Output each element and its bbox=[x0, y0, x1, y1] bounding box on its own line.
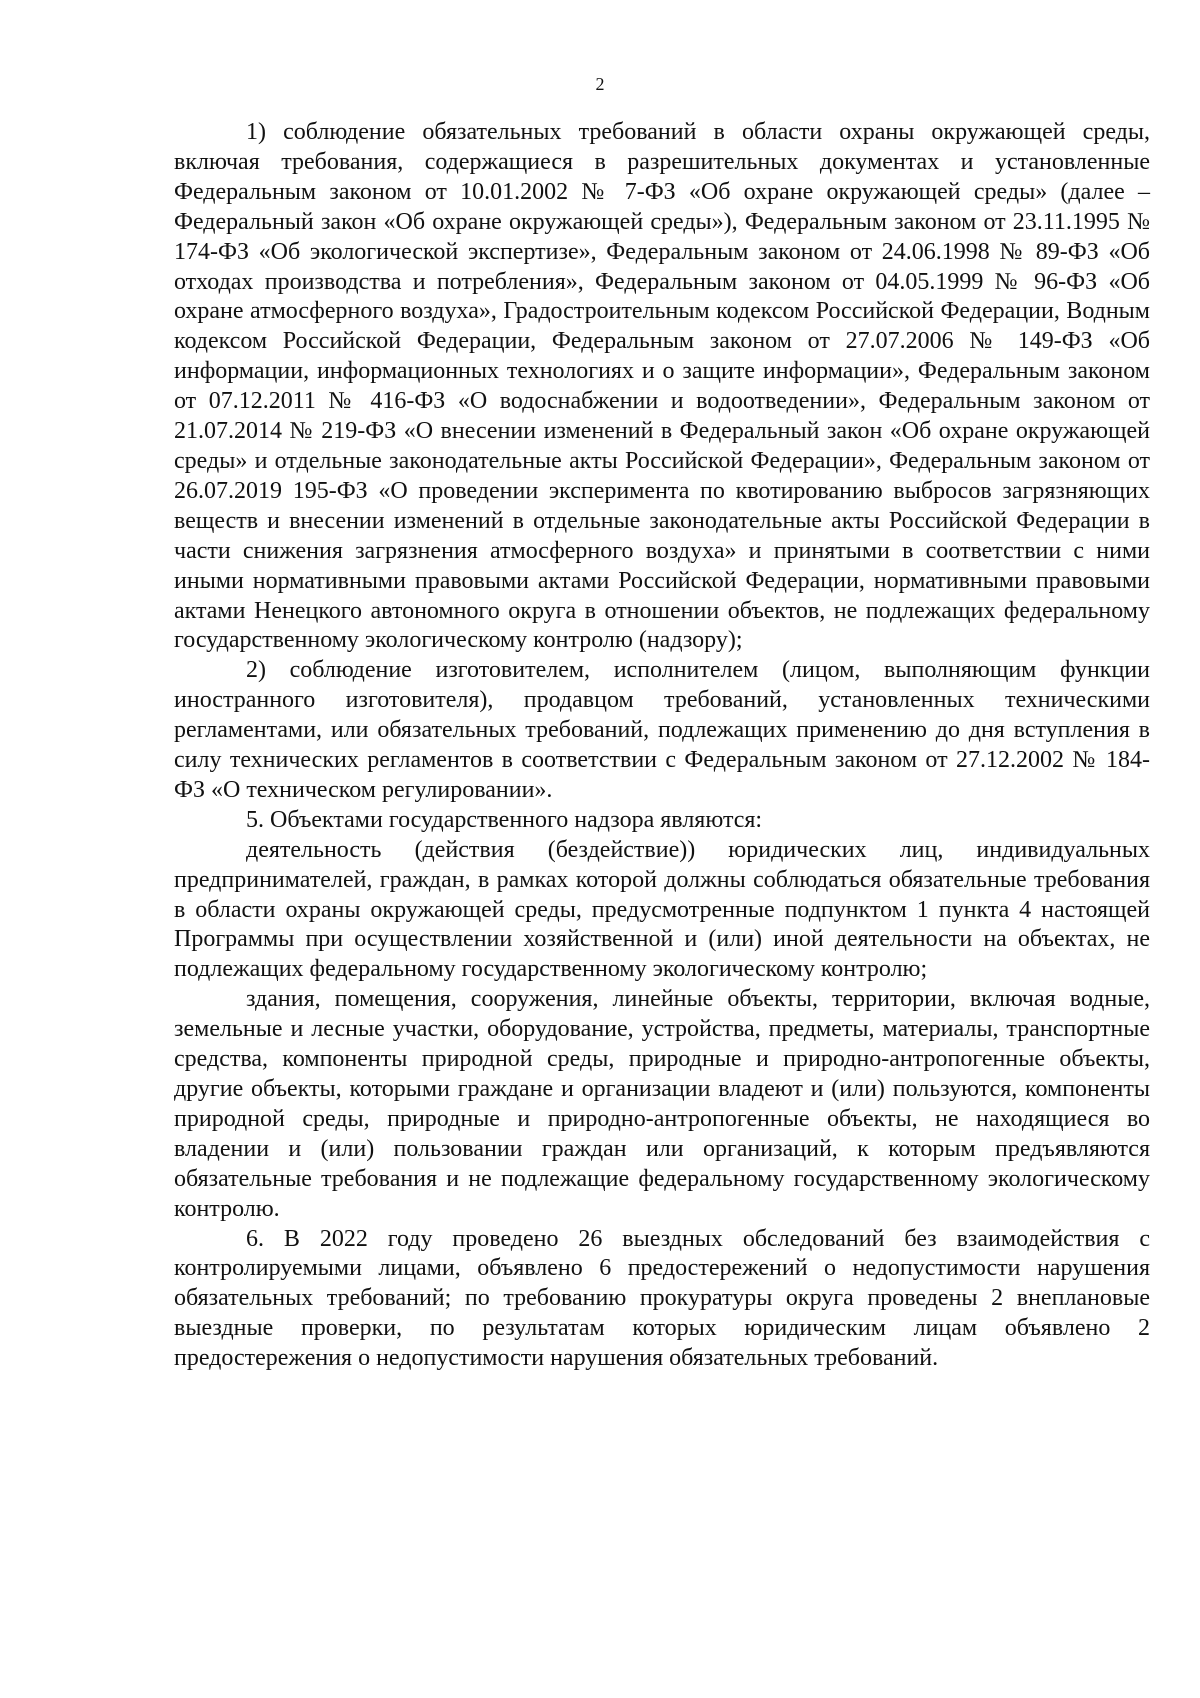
paragraph-item-2-technical-regulations: 2) соблюдение изготовителем, исполнителем (лицом, выполняющим функции иностранного изготовителя), продавцом требований, установленных техническими регламентами, или обязательных требований, подлежащих применению до дня вступления в силу технических регламентов в соответствии с Федеральным законом от 27.12.2002 № 184-ФЗ «О техническом регулировании». bbox=[174, 657, 1150, 803]
paragraph-activity-objects: деятельность (действия (бездействие)) юридических лиц, индивидуальных предпринимателей, граждан, в рамках которой должны соблюдаться обязательные требования в области охраны окружающей среды, предусмотренные подпунктом 1 пункта 4 настоящей Программы при осуществлении хозяйственной и (или) иной деятельности на объектах, не подлежащих федеральному государственному экологическому контролю; bbox=[174, 836, 1150, 983]
page-number: 2 bbox=[595, 74, 605, 94]
paragraph-section-5-heading: 5. Объектами государственного надзора являются: bbox=[246, 806, 763, 833]
document-body bbox=[174, 118, 1150, 1374]
paragraph-item-1-environmental-requirements: 1) соблюдение обязательных требований в области охраны окружающей среды, включая требования, содержащиеся в разрешительных документах и установленные Федеральным законом от 10.01.2002 № 7-ФЗ «Об охране окружающей среды» (далее – Федеральный закон «Об охране окружающей среды»), Федеральным законом от 23.11.1995 № 174-ФЗ «Об экологической экспертизе», Федеральным законом от 24.06.1998 № 89-ФЗ «Об отходах производства и потребления», Федеральным законом от 04.05.1999 № 96-ФЗ «Об охране атмосферного воздуха», Градостроительным кодексом Российской Федерации, Водным кодексом Российской Федерации, Федеральным законом от 27.07.2006 № 149-ФЗ «Об информации, информационных технологиях и о защите информации», Федеральным законом от 07.12.2011 № 416-ФЗ «О водоснабжении и водоотведении», Федеральным законом от 21.07.2014 № 219-ФЗ «О внесении изменений в Федеральный закон «Об охране окружающей среды» и отдельные законодательные акты Российской Федерации», Федеральным законом от 26.07.2019 195-ФЗ «О проведении эксперимента по квотированию выбросов загрязняющих веществ и внесении изменений в отдельные законодательные акты Российской Федерации в части снижения загрязнения атмосферного воздуха» и принятыми в соответствии с ними иными нормативными правовыми актами Российской Федерации, нормативными правовыми актами Ненецкого автономного округа в отношении объектов, не подлежащих федеральному государственному экологическому контролю (надзору); bbox=[174, 119, 1150, 654]
paragraph-section-6-results: 6. В 2022 году проведено 26 выездных обследований без взаимодействия с контролируемыми лицами, объявлено 6 предостережений о недопустимости нарушения обязательных требований; по требованию прокуратуры округа проведены 2 внеплановые выездные проверки, по результатам которых юридическим лицам объявлено 2 предостережения о недопустимости нарушения обязательных требований. bbox=[174, 1225, 1150, 1372]
paragraph-physical-objects: здания, помещения, сооружения, линейные объекты, территории, включая водные, земельные и лесные участки, оборудование, устройства, предметы, материалы, транспортные средства, компоненты природной среды, природные и природно-антропогенные объекты, другие объекты, которыми граждане и организации владеют и (или) пользуются, компоненты природной среды, природные и природно-антропогенные объекты, не находящиеся во владении и (или) пользовании граждан или организаций, к которым предъявляются обязательные требования и не подлежащие федеральному государственному экологическому контролю. bbox=[174, 986, 1150, 1222]
